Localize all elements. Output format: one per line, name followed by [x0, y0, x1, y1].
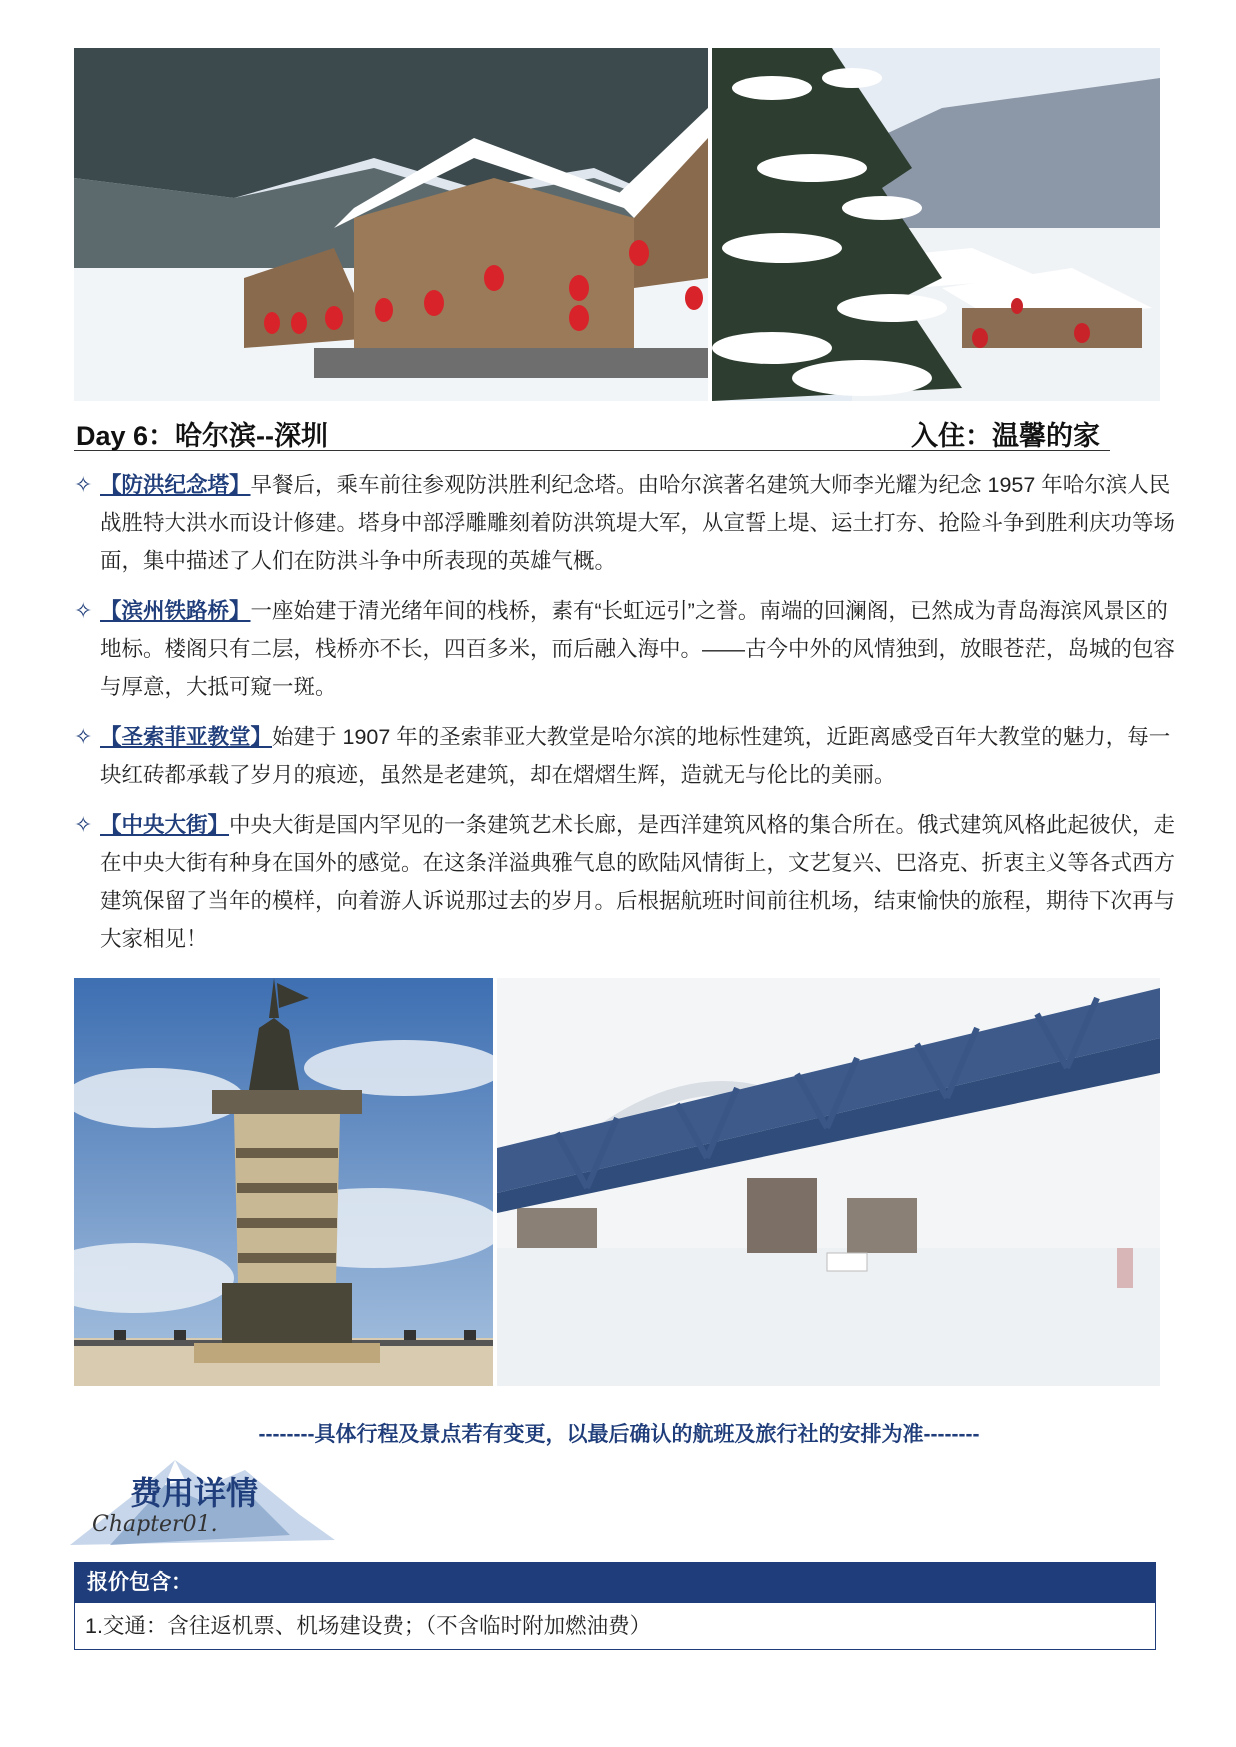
photo-railway-bridge [497, 978, 1160, 1386]
day-header [74, 410, 1110, 451]
itinerary-list [74, 466, 1174, 970]
itinerary-item [74, 806, 1180, 958]
four-point-star-icon: ✧ [74, 472, 93, 497]
photo-snow-village-lanterns [74, 48, 708, 401]
stay-label: 入住：温馨的家 [911, 421, 1100, 451]
section-subtitle: Chapter01. [92, 1512, 218, 1537]
photo-snow-pine-village [712, 48, 1160, 401]
itinerary-item-text: 早餐后，乘车前往参观防洪胜利纪念塔。由哈尔滨著名建筑大师李光耀为纪念 1957 年哈尔滨人民战胜特大洪水而设计修建。塔身中部浮雕雕刻着防洪筑堤大军，从宣誓上堤、运土打夯、抢险斗争到胜利庆功等场面，集中描述了人们在防洪斗争中所表现的英雄气概。 [100, 473, 1176, 573]
itinerary-item-text: 始建于 1907 年的圣索菲亚大教堂是哈尔滨的地标性建筑，近距离感受百年大教堂的魅力，每一块红砖都承载了岁月的痕迹，虽然是老建筑，却在熠熠生辉，造就无与伦比的美丽。 [100, 725, 1171, 787]
itinerary-item-tag: 【滨州铁路桥】 [100, 599, 251, 623]
price-table-row: 1.交通：含往返机票、机场建设费；（不含临时附加燃油费） [75, 1603, 1155, 1649]
four-point-star-icon: ✧ [74, 724, 93, 749]
itinerary-item-text: 一座始建于清光绪年间的栈桥，素有“长虹远引”之誉。南端的回澜阁，已然成为青岛海滨风景区的地标。楼阁只有二层，栈桥亦不长，四百多米，而后融入海中。——古今中外的风情独到，放眼苍茫，岛城的包容与厚意，大抵可窥一斑。 [100, 599, 1176, 699]
itinerary-item [74, 466, 1180, 580]
four-point-star-icon: ✧ [74, 812, 93, 837]
price-table-header: 报价包含： [75, 1563, 1155, 1603]
itinerary-item [74, 592, 1180, 706]
itinerary-item-tag: 【中央大街】 [100, 813, 230, 837]
photo-flood-memorial-tower [74, 978, 493, 1386]
day-title: Day 6：哈尔滨--深圳 [76, 421, 329, 451]
itinerary-item-text: 中央大街是国内罕见的一条建筑艺术长廊，是西洋建筑风格的集合所在。俄式建筑风格此起彼伏，走在中央大街有种身在国外的感觉。在这条洋溢典雅气息的欧陆风情街上，文艺复兴、巴洛克、折衷主义等各式西方建筑保留了当年的模样，向着游人诉说那过去的岁月。后根据航班时间前往机场，结束愉快的旅程，期待下次再与大家相见！ [100, 813, 1176, 951]
itinerary-change-notice: --------具体行程及景点若有变更，以最后确认的航班及旅行社的安排为准-------- [258, 1423, 980, 1446]
itinerary-item-tag: 【防洪纪念塔】 [100, 473, 251, 497]
itinerary-item [74, 718, 1180, 794]
price-table [74, 1562, 1156, 1650]
itinerary-item-tag: 【圣索菲亚教堂】 [100, 725, 273, 749]
four-point-star-icon: ✧ [74, 598, 93, 623]
section-title: 费用详情 [130, 1475, 259, 1511]
